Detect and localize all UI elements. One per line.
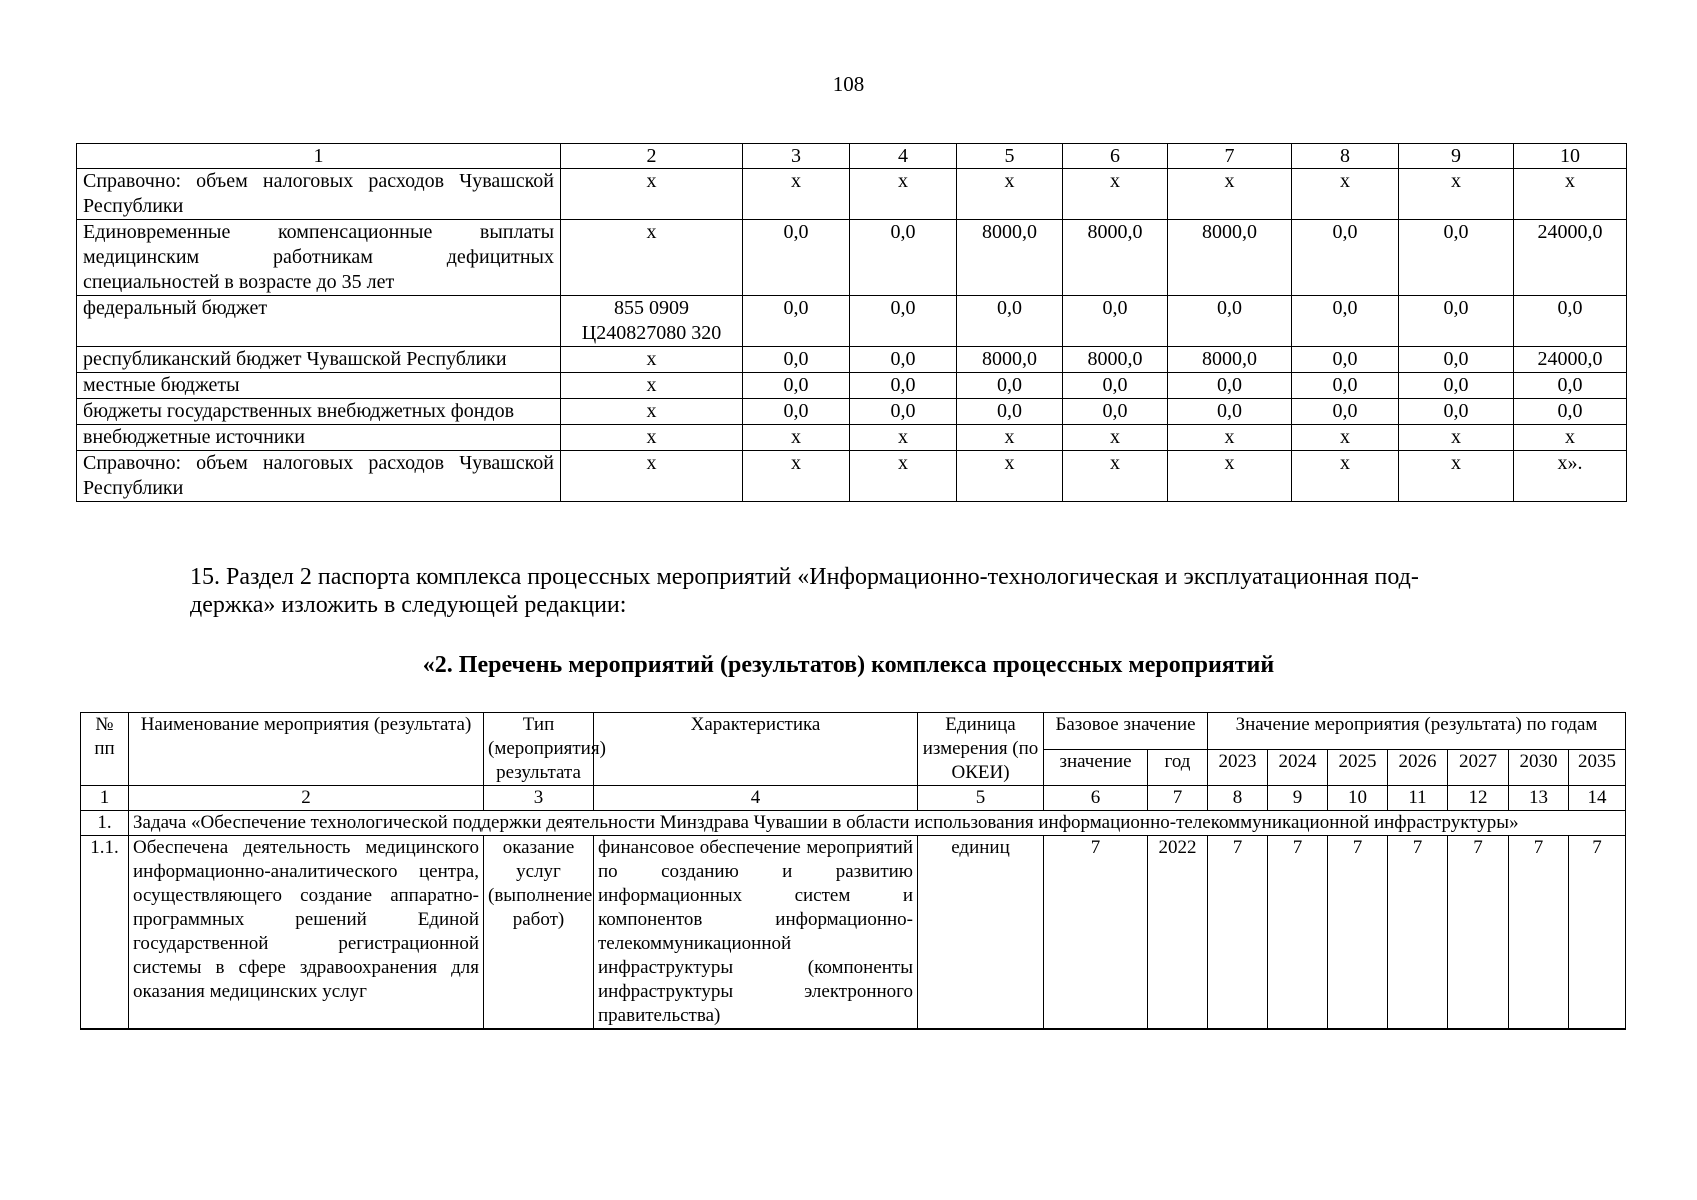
row-value: 7 [1448,836,1509,1030]
header-row [81,713,1626,750]
row-value: 8000,0 [1168,220,1292,296]
row-value: x [850,169,957,220]
row-value: 0,0 [1292,220,1399,296]
row-value: 0,0 [1168,373,1292,399]
col-number: 2 [561,144,743,169]
col-number: 11 [1388,786,1448,811]
header-year: 2035 [1569,749,1626,786]
paragraph-line: держка» изложить в следующей редакции: [190,592,627,618]
table-row [77,169,1627,220]
header-unit: Единица измерения (по ОКЕИ) [918,713,1044,786]
row-label: Справочно: объем налоговых расходов Чувашской Республики [77,169,561,220]
row-budget-code: x [561,220,743,296]
row-value: 0,0 [850,296,957,347]
row-value: 0,0 [1292,399,1399,425]
header-year: 2030 [1509,749,1569,786]
row-type: оказание услуг (выполнение работ) [484,836,594,1030]
row-value: x [1063,169,1168,220]
table-row [77,296,1627,347]
row-value: 0,0 [1063,373,1168,399]
row-value: x [1399,169,1514,220]
row-value: 0,0 [743,373,850,399]
row-value: x». [1514,451,1627,502]
row-value: 0,0 [1514,373,1627,399]
row-value: 0,0 [1292,373,1399,399]
row-budget-code: x [561,399,743,425]
col-number: 10 [1328,786,1388,811]
row-budget-code: x [561,347,743,373]
col-number: 14 [1569,786,1626,811]
header-type: Тип (мероприятия) результата [484,713,594,786]
row-value: x [1168,451,1292,502]
row-label: Единовременные компенсационные выплаты медицинским работникам дефицитных специальностей в возрасте до 35 лет [77,220,561,296]
table-row [77,373,1627,399]
row-label: республиканский бюджет Чувашской Республики [77,347,561,373]
row-value: 0,0 [1514,296,1627,347]
col-number: 3 [484,786,594,811]
funding-table [76,143,1627,502]
row-value: 0,0 [1168,399,1292,425]
row-num: 1.1. [81,836,129,1030]
row-budget-code: x [561,169,743,220]
row-budget-code: x [561,373,743,399]
row-value: 0,0 [743,399,850,425]
col-number: 9 [1268,786,1328,811]
row-characteristic: финансовое обеспечение мероприятий по созданию и развитию информационных систем и компонентов информационно-телекоммуникационной инфраструктуры (компоненты инфраструктуры электронного правительства) [594,836,918,1030]
row-value: x [850,425,957,451]
row-budget-code: x [561,451,743,502]
row-value: 7 [1509,836,1569,1030]
row-value: x [1399,451,1514,502]
col-number: 7 [1148,786,1208,811]
header-years-group: Значение мероприятия (результата) по годам [1208,713,1626,750]
row-value: 7 [1388,836,1448,1030]
row-name: Обеспечена деятельность медицинского информационно-аналитического центра, осуществляющего создание аппаратно-программных решений Единой государственной регистрационной системы в сфере здравоохранения для оказания медицинских услуг [129,836,484,1030]
paragraph-line: 15. Раздел 2 паспорта комплекса процессных мероприятий «Информационно-технологическая и эксплуатационная под- [190,564,1419,590]
col-number: 4 [594,786,918,811]
row-budget-code: x [561,425,743,451]
row-value: x [1168,425,1292,451]
row-value: x [1168,169,1292,220]
header-num: № пп [81,713,129,786]
header-year: 2024 [1268,749,1328,786]
row-value: 0,0 [850,373,957,399]
row-value: x [850,451,957,502]
row-value: 8000,0 [1063,347,1168,373]
row-value: 7 [1208,836,1268,1030]
table-row [77,347,1627,373]
task-row [81,811,1626,836]
table-row [77,220,1627,296]
row-value: x [1514,425,1627,451]
row-value: 0,0 [1292,347,1399,373]
row-value: x [957,425,1063,451]
row-value: 0,0 [1292,296,1399,347]
row-value: 0,0 [1514,399,1627,425]
col-number: 7 [1168,144,1292,169]
row-value: 7 [1569,836,1626,1030]
header-base-year: год [1148,749,1208,786]
measures-table [80,712,1626,1030]
row-value: 0,0 [957,373,1063,399]
row-budget-code: 855 0909 Ц240827080 320 [561,296,743,347]
table-row [77,399,1627,425]
col-number: 1 [77,144,561,169]
row-value: 0,0 [850,399,957,425]
col-number: 6 [1063,144,1168,169]
col-number: 5 [957,144,1063,169]
section-title: «2. Перечень мероприятий (результатов) комплекса процессных мероприятий [422,652,1275,678]
header-year: 2025 [1328,749,1388,786]
row-value: 7 [1328,836,1388,1030]
header-year: 2023 [1208,749,1268,786]
col-number: 3 [743,144,850,169]
row-value: 8000,0 [1063,220,1168,296]
row-label: Справочно: объем налоговых расходов Чувашской Республики [77,451,561,502]
header-year: 2027 [1448,749,1509,786]
row-value: 0,0 [1399,220,1514,296]
row-value: 0,0 [743,220,850,296]
header-characteristic: Характеристика [594,713,918,786]
col-number: 2 [129,786,484,811]
row-value: 0,0 [957,399,1063,425]
row-value: x [1063,425,1168,451]
header-base-value: значение [1044,749,1148,786]
row-value: 0,0 [850,347,957,373]
row-base-value: 7 [1044,836,1148,1030]
col-number: 13 [1509,786,1569,811]
row-label: внебюджетные источники [77,425,561,451]
row-value: x [1063,451,1168,502]
row-unit: единиц [918,836,1044,1030]
row-value: x [1399,425,1514,451]
row-value: x [957,451,1063,502]
row-value: 0,0 [1063,296,1168,347]
col-number: 1 [81,786,129,811]
col-number: 6 [1044,786,1148,811]
col-number: 8 [1208,786,1268,811]
row-value: 0,0 [1063,399,1168,425]
row-value: 0,0 [1399,347,1514,373]
table-row [77,425,1627,451]
row-value: 7 [1268,836,1328,1030]
col-number: 9 [1399,144,1514,169]
column-numbers-row [81,786,1626,811]
row-value: 8000,0 [957,347,1063,373]
row-value: 0,0 [1399,373,1514,399]
row-value: x [743,451,850,502]
header-name: Наименование мероприятия (результата) [129,713,484,786]
row-value: x [743,169,850,220]
page-number: 108 [832,72,865,96]
row-value: 0,0 [957,296,1063,347]
row-value: 0,0 [743,347,850,373]
task-num: 1. [81,811,129,836]
instruction-paragraph [113,563,1586,619]
row-value: 8000,0 [1168,347,1292,373]
row-value: 0,0 [1399,399,1514,425]
column-numbers-row [77,144,1627,169]
row-value: 0,0 [850,220,957,296]
row-value: x [743,425,850,451]
row-label: местные бюджеты [77,373,561,399]
row-value: x [1292,169,1399,220]
table-row [81,836,1626,1030]
row-base-year: 2022 [1148,836,1208,1030]
table-row [77,451,1627,502]
row-value: x [1292,451,1399,502]
header-year: 2026 [1388,749,1448,786]
row-value: 24000,0 [1514,347,1627,373]
row-value: x [957,169,1063,220]
row-value: 0,0 [1399,296,1514,347]
col-number: 8 [1292,144,1399,169]
row-value: x [1514,169,1627,220]
col-number: 5 [918,786,1044,811]
header-base: Базовое значение [1044,713,1208,750]
col-number: 10 [1514,144,1627,169]
row-value: 0,0 [1168,296,1292,347]
row-value: 0,0 [743,296,850,347]
row-label: федеральный бюджет [77,296,561,347]
task-text: Задача «Обеспечение технологической поддержки деятельности Минздрава Чувашии в области использования информационно-телекоммуникационной инфраструктуры» [129,811,1626,836]
row-value: 24000,0 [1514,220,1627,296]
col-number: 12 [1448,786,1509,811]
row-label: бюджеты государственных внебюджетных фондов [77,399,561,425]
row-value: x [1292,425,1399,451]
row-value: 8000,0 [957,220,1063,296]
col-number: 4 [850,144,957,169]
